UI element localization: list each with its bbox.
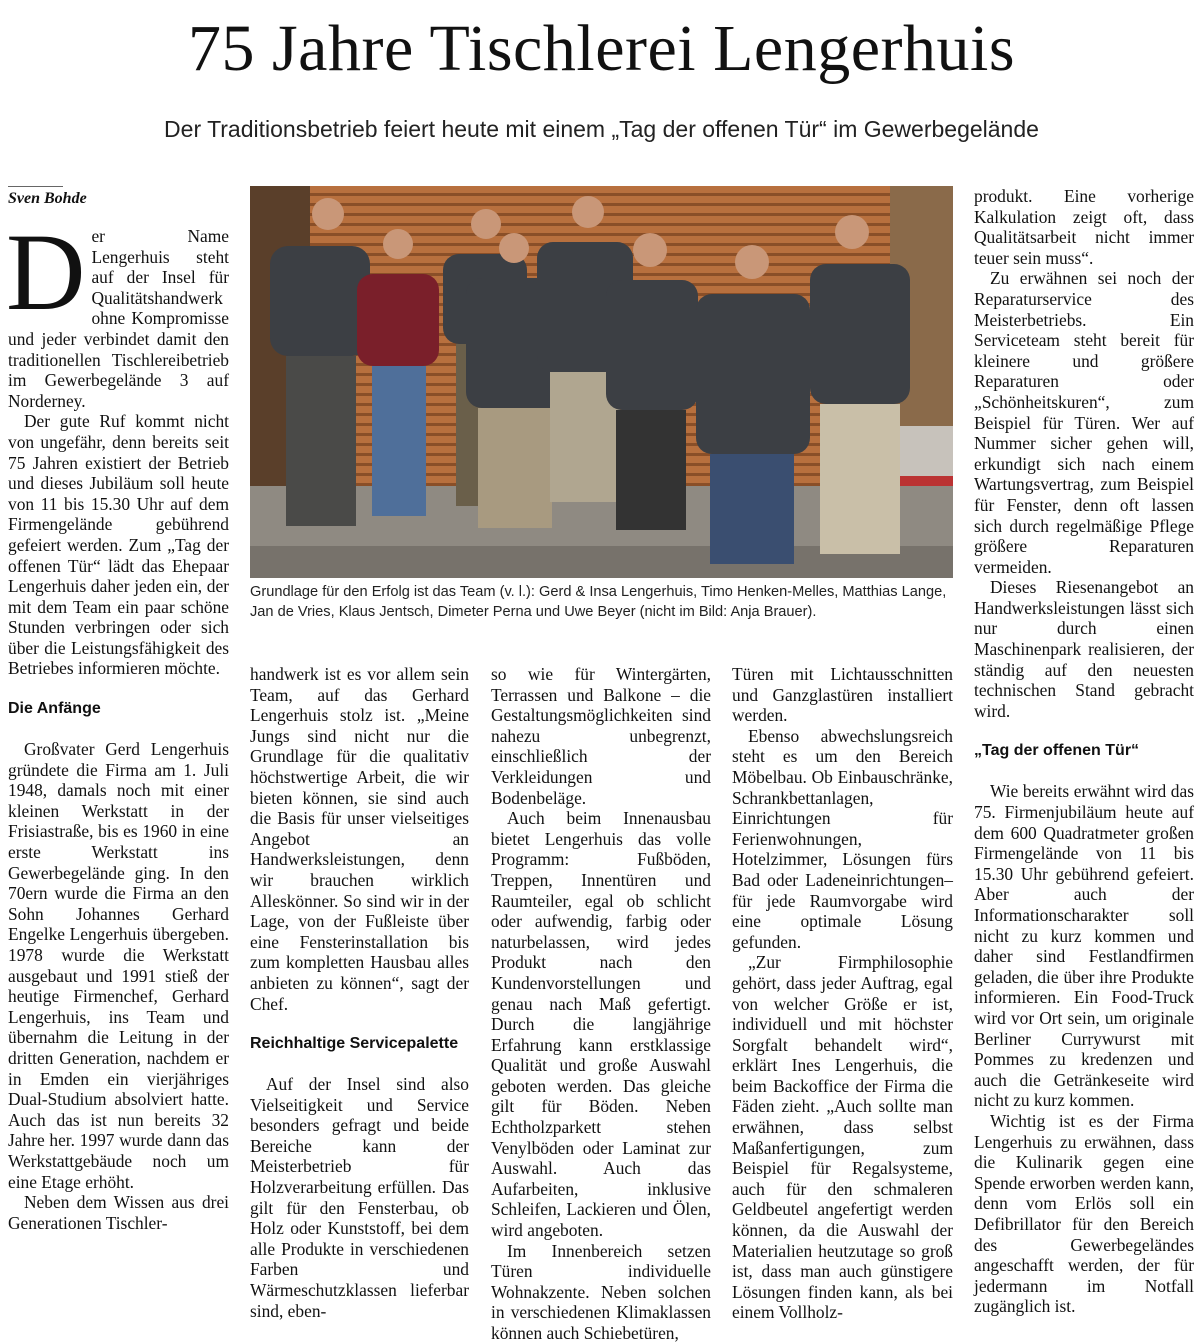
paragraph: handwerk ist es vor allem sein Team, auf das Gerhard Lengerhuis stolz ist. „Meine Jungs sind nicht nur die Grundlage für die qualitativ höchstwertige Arbeit, die wir bieten können, sie sind auch die Basis für unser vielseitiges Angebot an Handwerksleistungen, denn wir brauchen wirklich Alleskönner. So sind wir in der Lage, von der Fußleiste über eine Fensterinstallation bis zum kompletten Hausbau alles anbieten zu können“, sagt der Chef. xyxy=(250,664,469,1014)
lead-text: er Name Lengerhuis steht auf der Insel für Qualitätshandwerk ohne Kompromisse und jeder verbindet damit den traditionellen Tischlereibetrieb im Gewerbegelände 3 auf Norderney. xyxy=(8,226,229,411)
article-column-5 xyxy=(974,186,1194,1317)
team-photo xyxy=(250,186,953,578)
article-column-2 xyxy=(250,664,469,1321)
paragraph: Großvater Gerd Lengerhuis gründete die Firma am 1. Juli 1948, damals noch mit einer kleinen Werkstatt in der Frisiastraße, bis es 1960 in eine erste Werkstatt ins Gewerbegelände ging. In den 70ern wurde die Firma an den Sohn Johannes Gerhard Engelke Lengerhuis übergeben. 1978 wurde die Werkstatt ausgebaut und 1991 stieß der heutige Firmenchef, Gerhard Lengerhuis, ins Team und übernahm die Leitung in der dritten Generation, nachdem er in Emden ein vierjähriges Dual-Studium absolviert hatte. Auch das ist nun bereits 32 Jahre her. 1997 wurde dann das Werkstattgebäude noch um eine Etage erhöht. xyxy=(8,739,229,1192)
paragraph: Auch beim Innenausbau bietet Lengerhuis das volle Programm: Fußböden, Treppen, Innentüren und Raumteiler, egal ob schlicht oder aufwendig, farbig oder naturbelassen, wird jedes Produkt nach den Kundenvorstellungen und genau nach Maß gefertigt. Durch die langjährige Erfahrung kann erstklassige Qualität und große Auswahl geboten werden. Das gleiche gilt für Böden. Neben Echtholzparkett stehen Venylböden oder Laminat zur Auswahl. Auch das Aufarbeiten, inklusive Schleifen, Lackieren und Ölen, wird angeboten. xyxy=(491,808,711,1241)
paragraph: Ebenso abwechslungsreich steht es um den Bereich Möbelbau. Ob Einbauschränke, Schrankbettanlagen, Einrichtungen für Ferienwohnungen, Hotelzimmer, Lösungen fürs Bad oder Ladeneinrichtungen– für jede Raumvorgabe wird eine optimale Lösung gefunden. xyxy=(732,725,953,952)
section-heading-anfaenge: Die Anfänge xyxy=(8,700,101,718)
paragraph: so wie für Wintergärten, Terrassen und Balkone – die Gestaltungsmöglichkeiten sind nahezu unbegrenzt, einschließlich der Verkleidungen und Bodenbeläge. xyxy=(491,664,711,808)
dropcap-letter: D xyxy=(6,211,86,333)
paragraph: Zu erwähnen sei noch der Reparaturservice des Meisterbetriebs. Ein Serviceteam steht bereit für kleinere und größere Reparaturen oder „Schönheitskuren“, zum Beispiel für Türen. Wer auf Nummer sicher gehen will, erkundigt sich nach einem Wartungsvertrag, zum Beispiel für Fenster, denn oft lassen sich durch regelmäßige Pflege größere Reparaturen vermeiden. xyxy=(974,268,1194,577)
subheadline: Der Traditionsbetrieb feiert heute mit einem „Tag der offenen Tür“ im Gewerbegelände xyxy=(164,116,1039,142)
paragraph: Wichtig ist es der Firma Lengerhuis zu erwähnen, dass die Kulinarik gegen eine Spende erworben werden kann, denn vom Erlös soll ein Defibrillator für den Bereich des Gewerbegeländes angeschafft werden, der für jedermann im Notfall zugänglich ist. xyxy=(974,1110,1194,1317)
paragraph: Wie bereits erwähnt wird das 75. Firmenjubiläum heute auf dem 600 Quadratmeter großen Firmengelände von 11 bis 15.30 Uhr gebührend gefeiert. Aber auch der Informationscharakter soll nicht zu kurz kommen und daher sind Festlandfirmen geladen, die über ihre Produkte informieren. Ein Food-Truck wird vor Ort sein, um originale Berliner Currywurst mit Pommes zu kredenzen und auch die Getränkeseite wird nicht zu kurz kommen. xyxy=(974,781,1194,1111)
paragraph: Neben dem Wissen aus drei Generationen Tischler- xyxy=(8,1192,229,1233)
headline: 75 Jahre Tischlerei Lengerhuis xyxy=(187,12,1015,85)
section-heading-tag-der-offenen-tuer: „Tag der offenen Tür“ xyxy=(974,742,1140,760)
author-byline: Sven Bohde xyxy=(8,190,87,207)
lead-paragraph xyxy=(6,211,229,411)
section-heading-servicepalette: Reichhaltige Servicepalette xyxy=(250,1035,459,1053)
paragraph: „Zur Firmphilosophie gehört, dass jeder Auftrag, egal von welcher Größe er ist, individuell und mit höchster Sorgfalt behandelt wird“, erklärt Ines Lengerhuis, die beim Backoffice der Firma die Fäden zieht. „Auch sollte man erwähnen, dass selbst Maßanfertigungen, zum Beispiel für Regalsysteme, auch für den schmaleren Geldbeutel angefertigt werden können, da die Auswahl der Materialien heutzutage so groß ist, dass man auch günstigere Lösungen finden kann, als bei einem Vollholz- xyxy=(732,952,953,1323)
paragraph: Auf der Insel sind also Vielseitigkeit und Service besonders gefragt und beide Bereiche kann der Meisterbetrieb für Holzverarbeitung erfüllen. Das gilt für den Fensterbau, ob Holz oder Kunststoff, bei dem alle Produkte in verschiedenen Farben und Wärmeschutzklassen lieferbar sind, eben- xyxy=(250,1074,469,1321)
article-column-1 xyxy=(6,211,229,1233)
paragraph: Dieses Riesenangebot an Handwerksleistungen lässt sich nur durch einen Maschinenpark realisieren, der ständig auf den neuesten technischen Stand gebracht wird. xyxy=(974,577,1194,721)
author-rule xyxy=(8,186,63,187)
article-column-3 xyxy=(491,664,711,1344)
paragraph: Der gute Ruf kommt nicht von ungefähr, denn bereits seit 75 Jahren existiert der Betrieb und dieses Jubiläum soll heute von 11 bis 15.30 Uhr auf dem Firmengelände gebührend gefeiert werden. Zum „Tag der offenen Tür“ lädt das Ehepaar Lengerhuis daher jeden ein, der mit dem Team ein paar schöne Stunden verbringen oder sich über die Leistungsfähigkeit des Betriebes informieren möchte. xyxy=(8,411,229,679)
photo-caption: Grundlage für den Erfolg ist das Team (v. l.): Gerd & Insa Lengerhuis, Timo Henken-Melles, Matthias Lange, Jan de Vries, Klaus Jentsch, Dimeter Perna und Uwe Beyer (nicht im Bild: Anja Brauer). xyxy=(250,584,947,620)
paragraph: produkt. Eine vorherige Kalkulation zeigt oft, dass Qualitätsarbeit nicht immer teuer sein muss“. xyxy=(974,186,1194,268)
article-column-4 xyxy=(732,664,953,1323)
paragraph: Im Innenbereich setzen Türen individuelle Wohnakzente. Neben solchen in verschiedenen Klimaklassen können auch Schiebetüren, xyxy=(491,1240,711,1343)
paragraph: Türen mit Lichtausschnitten und Ganzglastüren installiert werden. xyxy=(732,664,953,726)
